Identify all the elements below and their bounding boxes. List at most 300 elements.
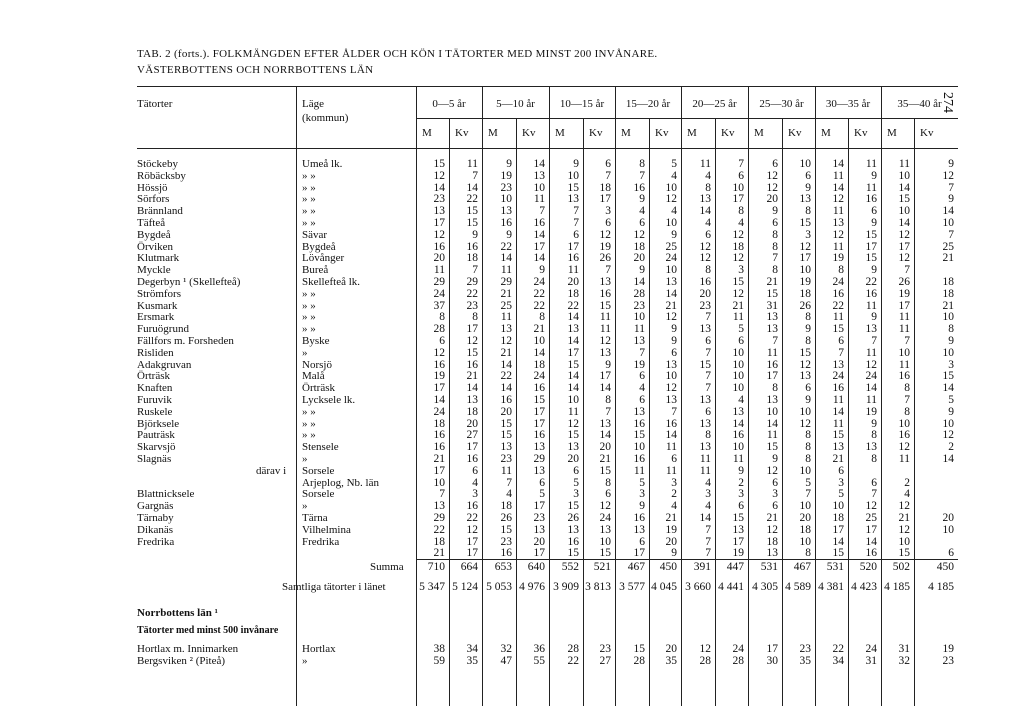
- value-cell: 14: [466, 382, 478, 395]
- value-cell: 22: [865, 276, 877, 288]
- value-cell: 15: [599, 547, 611, 560]
- value-cell: 32: [898, 655, 910, 668]
- value-cell: 4 305: [752, 581, 778, 594]
- value-cell: 6: [805, 169, 811, 182]
- row-name: Adakgruvan: [137, 358, 192, 371]
- value-cell: 10: [898, 205, 910, 218]
- value-cell: 531: [760, 561, 778, 574]
- value-cell: 7: [772, 335, 778, 347]
- value-cell: 13: [500, 441, 512, 454]
- value-cell: 391: [693, 561, 711, 574]
- value-cell: 17: [898, 299, 910, 312]
- value-cell: 467: [793, 561, 811, 574]
- value-cell: 12: [599, 228, 611, 241]
- value-cell: 521: [593, 561, 611, 574]
- value-cell: 12: [898, 228, 910, 241]
- value-cell: 9: [738, 464, 744, 477]
- value-cell: 16: [832, 287, 844, 300]
- value-cell: 9: [671, 547, 677, 560]
- value-cell: 24: [665, 252, 677, 265]
- value-cell: 4: [506, 488, 512, 501]
- value-cell: 22: [533, 299, 545, 312]
- value-cell: 9: [639, 264, 645, 277]
- value-cell: 10: [799, 464, 811, 477]
- value-cell: 9: [871, 311, 877, 324]
- value-cell: 11: [832, 169, 844, 182]
- value-cell: 17: [533, 240, 545, 253]
- value-cell: 6: [738, 335, 744, 347]
- value-cell: 20: [567, 276, 579, 288]
- value-cell: 12: [665, 382, 677, 395]
- value-cell: 20: [433, 252, 445, 265]
- row-name: Myckle: [137, 264, 171, 277]
- row-lage: Hortlax: [302, 643, 336, 656]
- value-cell: 13: [732, 405, 744, 418]
- row-name: Björksele: [137, 417, 180, 430]
- value-cell: 23: [500, 535, 512, 548]
- value-cell: 6: [573, 464, 579, 477]
- value-cell: 7: [472, 264, 478, 277]
- value-cell: 8: [539, 311, 545, 324]
- value-cell: 7: [948, 181, 954, 194]
- value-cell: 11: [832, 394, 844, 406]
- value-cell: 20: [599, 441, 611, 454]
- value-cell: 9: [506, 158, 512, 170]
- row-lage: Sorsele: [302, 488, 335, 501]
- value-cell: 11: [699, 464, 711, 477]
- value-cell: 6: [605, 217, 611, 229]
- summa-rule: [416, 559, 958, 560]
- header-age-group: 20—25 år: [692, 98, 737, 110]
- value-cell: 12: [799, 417, 811, 430]
- value-cell: 11: [865, 299, 877, 312]
- value-cell: 28: [433, 323, 445, 336]
- value-cell: 17: [433, 382, 445, 395]
- value-cell: 14: [466, 181, 478, 194]
- value-cell: 18: [732, 240, 744, 253]
- value-cell: 8: [639, 158, 645, 170]
- value-cell: 13: [599, 276, 611, 288]
- row-name: Sörfors: [137, 193, 170, 206]
- value-cell: 15: [633, 429, 645, 442]
- value-cell: 8: [805, 335, 811, 347]
- value-cell: 18: [832, 512, 844, 524]
- value-cell: 3: [605, 205, 611, 218]
- value-cell: 7: [573, 205, 579, 218]
- value-cell: 6: [805, 382, 811, 395]
- header-m: M: [687, 127, 697, 139]
- row-name: Täfteå: [137, 217, 166, 229]
- value-cell: 15: [500, 523, 512, 536]
- value-cell: 13: [433, 500, 445, 513]
- value-cell: 10: [799, 500, 811, 513]
- value-cell: 17: [865, 523, 877, 536]
- value-cell: 8: [738, 205, 744, 218]
- value-cell: 21: [766, 276, 778, 288]
- row-lage: » »: [302, 311, 316, 324]
- row-lage: Örträsk: [302, 382, 335, 395]
- header-tatorter: Tätorter: [137, 98, 173, 110]
- value-cell: 12: [433, 228, 445, 241]
- value-cell: 18: [500, 500, 512, 513]
- row-lage: » »: [302, 323, 316, 336]
- value-cell: 15: [533, 394, 545, 406]
- value-cell: 10: [533, 335, 545, 347]
- value-cell: 7: [838, 346, 844, 359]
- value-cell: 11: [832, 205, 844, 218]
- value-cell: 19: [732, 547, 744, 560]
- value-cell: 6: [671, 453, 677, 465]
- value-cell: 12: [832, 193, 844, 206]
- value-cell: 16: [533, 382, 545, 395]
- value-cell: 31: [898, 643, 910, 656]
- value-cell: 13: [599, 523, 611, 536]
- value-cell: 25: [942, 240, 954, 253]
- value-cell: 10: [732, 358, 744, 371]
- header-age-group: 35—40 år: [897, 98, 942, 110]
- value-cell: 7: [539, 205, 545, 218]
- value-cell: 14: [567, 370, 579, 383]
- value-cell: 12: [942, 169, 954, 182]
- value-cell: 37: [433, 299, 445, 312]
- value-cell: 8: [805, 453, 811, 465]
- header-age-group: 30—35 år: [825, 98, 871, 110]
- row-name: Bergsviken ² (Piteå): [137, 655, 226, 668]
- row-lage: » »: [302, 287, 316, 300]
- value-cell: 13: [699, 441, 711, 454]
- value-cell: 14: [433, 181, 445, 194]
- value-cell: 12: [942, 429, 954, 442]
- value-cell: 11: [699, 158, 711, 170]
- value-cell: 22: [567, 655, 579, 668]
- row-name: Tärnaby: [137, 512, 174, 524]
- value-cell: 11: [567, 405, 579, 418]
- value-cell: 15: [942, 370, 954, 383]
- row-lage: » »: [302, 193, 316, 206]
- value-cell: 13: [799, 193, 811, 206]
- value-cell: 17: [732, 193, 744, 206]
- value-cell: 14: [500, 252, 512, 265]
- value-cell: 14: [942, 382, 954, 395]
- value-cell: 552: [561, 561, 579, 574]
- row-name: Röbäcksby: [137, 169, 186, 182]
- value-cell: 13: [567, 523, 579, 536]
- value-cell: 15: [500, 417, 512, 430]
- value-cell: 25: [500, 299, 512, 312]
- value-cell: 11: [665, 464, 677, 477]
- value-cell: 5: [738, 323, 744, 336]
- value-cell: 10: [567, 169, 579, 182]
- value-cell: 13: [766, 323, 778, 336]
- header-m: M: [621, 127, 631, 139]
- value-cell: 2: [948, 441, 954, 454]
- value-cell: 13: [533, 523, 545, 536]
- value-cell: 7: [705, 547, 711, 560]
- value-cell: 6: [871, 205, 877, 218]
- row-lage: »: [302, 453, 308, 465]
- row-name: Hössjö: [137, 181, 168, 194]
- value-cell: 18: [466, 252, 478, 265]
- value-cell: 3: [772, 488, 778, 501]
- summa-label: Summa: [370, 561, 404, 574]
- value-cell: 10: [633, 311, 645, 324]
- value-cell: 18: [942, 276, 954, 288]
- value-cell: 29: [533, 453, 545, 465]
- row-name: Slagnäs: [137, 453, 172, 465]
- value-cell: 14: [832, 535, 844, 548]
- value-cell: 20: [567, 453, 579, 465]
- header-kv: Kv: [920, 127, 934, 139]
- value-cell: 13: [665, 276, 677, 288]
- value-cell: 16: [766, 358, 778, 371]
- value-cell: 3: [639, 488, 645, 501]
- value-cell: 5 053: [486, 581, 512, 594]
- value-cell: 16: [533, 217, 545, 229]
- value-cell: 6: [948, 547, 954, 560]
- value-cell: 28: [567, 643, 579, 656]
- value-cell: 14: [865, 535, 877, 548]
- value-cell: 8: [805, 429, 811, 442]
- value-cell: 10: [732, 382, 744, 395]
- row-lage: Norsjö: [302, 358, 332, 371]
- value-cell: 12: [832, 228, 844, 241]
- row-lage: Bureå: [302, 264, 329, 277]
- value-cell: 9: [948, 405, 954, 418]
- value-cell: 16: [599, 287, 611, 300]
- value-cell: 24: [832, 276, 844, 288]
- value-cell: 5: [948, 394, 954, 406]
- value-cell: 7: [573, 217, 579, 229]
- value-cell: 47: [500, 655, 512, 668]
- value-cell: 14: [832, 181, 844, 194]
- value-cell: 17: [533, 417, 545, 430]
- value-cell: 17: [732, 535, 744, 548]
- value-cell: 18: [942, 287, 954, 300]
- value-cell: 6: [639, 217, 645, 229]
- row-lage: »: [302, 500, 308, 513]
- value-cell: 13: [533, 441, 545, 454]
- value-cell: 9: [639, 500, 645, 513]
- row-lage: » »: [302, 205, 316, 218]
- value-cell: 9: [472, 228, 478, 241]
- value-cell: 9: [871, 169, 877, 182]
- value-cell: 17: [466, 323, 478, 336]
- value-cell: 9: [871, 217, 877, 229]
- value-cell: 9: [671, 323, 677, 336]
- header-m: M: [555, 127, 565, 139]
- value-cell: 7: [705, 382, 711, 395]
- value-cell: 17: [599, 193, 611, 206]
- value-cell: 7: [705, 523, 711, 536]
- value-cell: 11: [766, 346, 778, 359]
- value-cell: 15: [466, 205, 478, 218]
- value-cell: 13: [699, 323, 711, 336]
- value-cell: 6: [705, 405, 711, 418]
- value-cell: 4: [639, 382, 645, 395]
- value-cell: 13: [599, 417, 611, 430]
- value-cell: 9: [772, 453, 778, 465]
- value-cell: 5: [639, 476, 645, 489]
- value-cell: 16: [865, 193, 877, 206]
- value-cell: 21: [832, 453, 844, 465]
- value-cell: 7: [904, 335, 910, 347]
- value-cell: 9: [948, 158, 954, 170]
- value-cell: 11: [898, 453, 910, 465]
- value-cell: 11: [832, 240, 844, 253]
- value-cell: 15: [466, 217, 478, 229]
- row-lage: Malå: [302, 370, 325, 383]
- table-subtitle: VÄSTERBOTTENS OCH NORRBOTTENS LÄN: [137, 64, 374, 76]
- value-cell: 15: [766, 441, 778, 454]
- value-cell: 22: [832, 299, 844, 312]
- value-cell: 7: [772, 252, 778, 265]
- row-name: Strömfors: [137, 287, 181, 300]
- value-cell: 22: [466, 512, 478, 524]
- value-cell: 24: [533, 370, 545, 383]
- value-cell: 9: [671, 228, 677, 241]
- value-cell: 15: [567, 181, 579, 194]
- header-bottom-rule: [137, 148, 958, 149]
- value-cell: 13: [766, 394, 778, 406]
- value-cell: 18: [433, 417, 445, 430]
- value-cell: 15: [732, 512, 744, 524]
- value-cell: 16: [633, 453, 645, 465]
- value-cell: 26: [799, 299, 811, 312]
- value-cell: 16: [433, 429, 445, 442]
- value-cell: 10: [500, 193, 512, 206]
- row-name: Furuögrund: [137, 323, 189, 336]
- value-cell: 7: [705, 370, 711, 383]
- header-age-group: 0—5 år: [432, 98, 466, 110]
- value-cell: 29: [433, 512, 445, 524]
- value-cell: 7: [705, 346, 711, 359]
- value-cell: 9: [948, 193, 954, 206]
- value-cell: 21: [466, 370, 478, 383]
- value-cell: 8: [904, 382, 910, 395]
- value-cell: 23: [799, 643, 811, 656]
- value-cell: 11: [898, 158, 910, 170]
- value-cell: 23: [500, 181, 512, 194]
- value-cell: 19: [832, 252, 844, 265]
- row-lage: » »: [302, 429, 316, 442]
- value-cell: 11: [865, 346, 877, 359]
- value-cell: 3: [838, 476, 844, 489]
- value-cell: 4: [705, 217, 711, 229]
- value-cell: 20: [942, 512, 954, 524]
- row-lage: Bygdeå: [302, 240, 336, 253]
- value-cell: 12: [665, 193, 677, 206]
- value-cell: 5: [671, 158, 677, 170]
- value-cell: 24: [865, 370, 877, 383]
- value-cell: 27: [599, 655, 611, 668]
- value-cell: 8: [772, 228, 778, 241]
- value-cell: 14: [942, 453, 954, 465]
- value-cell: 28: [699, 655, 711, 668]
- value-cell: 20: [633, 252, 645, 265]
- value-cell: 8: [772, 240, 778, 253]
- row-lage: Tärna: [302, 512, 328, 524]
- value-cell: 12: [766, 464, 778, 477]
- value-cell: 12: [732, 228, 744, 241]
- row-name: Knaften: [137, 382, 173, 395]
- value-cell: 14: [567, 382, 579, 395]
- value-cell: 10: [732, 181, 744, 194]
- value-cell: 16: [633, 512, 645, 524]
- value-cell: 24: [832, 370, 844, 383]
- value-cell: 22: [533, 287, 545, 300]
- value-cell: 12: [799, 358, 811, 371]
- value-cell: 16: [433, 441, 445, 454]
- header-lage: Läge: [302, 98, 324, 110]
- value-cell: 16: [865, 547, 877, 560]
- row-lage: Byske: [302, 335, 330, 347]
- value-cell: 16: [898, 370, 910, 383]
- value-cell: 3 577: [619, 581, 645, 594]
- value-cell: 14: [433, 394, 445, 406]
- value-cell: 12: [699, 252, 711, 265]
- value-cell: 12: [699, 240, 711, 253]
- value-cell: 11: [898, 358, 910, 371]
- value-cell: 23: [633, 299, 645, 312]
- value-cell: 8: [605, 476, 611, 489]
- value-cell: 17: [766, 370, 778, 383]
- value-cell: 14: [732, 417, 744, 430]
- value-cell: 24: [599, 512, 611, 524]
- value-cell: 16: [433, 358, 445, 371]
- value-cell: 16: [500, 217, 512, 229]
- value-cell: 21: [433, 453, 445, 465]
- value-cell: 12: [732, 287, 744, 300]
- value-cell: 13: [832, 441, 844, 454]
- row-name: Örträsk: [137, 370, 170, 383]
- value-cell: 28: [732, 655, 744, 668]
- value-cell: 4 423: [851, 581, 877, 594]
- row-name: Bygdeå: [137, 228, 171, 241]
- value-cell: 13: [832, 217, 844, 229]
- value-cell: 4 976: [519, 581, 545, 594]
- value-cell: 11: [500, 464, 512, 477]
- value-cell: 15: [832, 547, 844, 560]
- header-kv: Kv: [655, 127, 669, 139]
- value-cell: 17: [865, 240, 877, 253]
- value-cell: 10: [898, 346, 910, 359]
- value-cell: 17: [567, 346, 579, 359]
- value-cell: 4: [671, 169, 677, 182]
- value-cell: 7: [805, 488, 811, 501]
- value-cell: 6: [705, 228, 711, 241]
- value-cell: 9: [539, 264, 545, 277]
- value-cell: 13: [633, 405, 645, 418]
- value-cell: 13: [799, 370, 811, 383]
- value-cell: 6: [838, 335, 844, 347]
- value-cell: 18: [599, 181, 611, 194]
- value-cell: 10: [942, 523, 954, 536]
- value-cell: 12: [699, 643, 711, 656]
- header-kv: Kv: [522, 127, 536, 139]
- row-lage: Fredrika: [302, 535, 340, 548]
- value-cell: 15: [799, 346, 811, 359]
- value-cell: 22: [500, 240, 512, 253]
- value-cell: 21: [665, 299, 677, 312]
- value-cell: 3 909: [553, 581, 579, 594]
- value-cell: 520: [859, 561, 877, 574]
- value-cell: 13: [599, 346, 611, 359]
- value-cell: 10: [533, 181, 545, 194]
- value-cell: 12: [433, 346, 445, 359]
- value-cell: 17: [466, 547, 478, 560]
- value-cell: 16: [500, 547, 512, 560]
- value-cell: 17: [766, 643, 778, 656]
